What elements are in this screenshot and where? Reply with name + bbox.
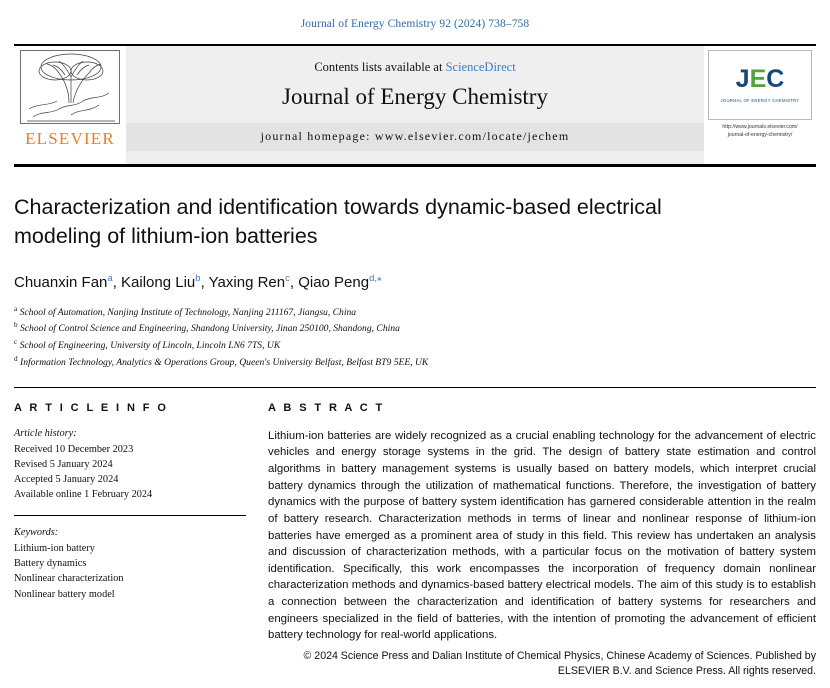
author-affil-mark: d,⁎	[369, 272, 382, 284]
author-name: Kailong Liu	[121, 273, 196, 291]
info-divider	[14, 515, 246, 516]
affiliation-text: School of Control Science and Engineering, Shandong University, Jinan 250100, Shandong, China	[20, 323, 400, 335]
author-affil-mark: c	[285, 272, 290, 284]
affiliation-text: School of Engineering, University of Lincoln, Lincoln LN6 7TS, UK	[19, 340, 281, 352]
elsevier-tree-icon	[20, 50, 120, 124]
journal-title: Journal of Energy Chemistry	[282, 83, 548, 109]
jec-url-line1: http://www.journals.elsevier.com/	[722, 124, 798, 130]
keyword-item: Battery dynamics	[14, 558, 87, 570]
contents-prefix: Contents lists available at	[314, 59, 446, 74]
elsevier-wordmark: ELSEVIER	[25, 129, 115, 148]
info-abstract-columns	[14, 402, 816, 680]
abstract-text: Lithium-ion batteries are widely recognized as a crucial enabling technology for the advancement of electric vehicles and energy storage systems in the grid. The design of battery state estimation and control algorithms in battery management systems is usually based on battery models, which interpret crucial battery dynamics through the utilization of mathematical functions. Therefore, the investigation of battery dynamics with the purpose of battery system identification has garnered considerable attention in the realm of battery research. Characterization methods in terms of linear and nonlinear response of lithium-ion batteries have emerged as a prominent area of study in this field. This review has undertaken an analysis and discussion of characterization methods, with a particular focus on the motivation of battery system identification. Specifically, this work encompasses the incorporation of frequency domain nonlinear characterization methods and dynamics-based battery electrical models. The aim of this study is to establish a connection between the characterization and identification of battery systems for researchers and engineers specialized in the field of batteries, with the intention of promoting the advancement of efficient battery technology for real-world applications.	[268, 429, 816, 642]
affiliation-mark: b	[14, 321, 18, 330]
jec-logo-subtitle: JOURNAL OF ENERGY CHEMISTRY	[720, 97, 800, 103]
abstract-column	[260, 402, 816, 680]
title-section	[14, 193, 816, 371]
affiliation-mark: d	[14, 354, 18, 363]
article-history-label: Article history:	[14, 427, 77, 439]
jec-logo-icon	[708, 50, 812, 120]
affiliation-text: Information Technology, Analytics & Operations Group, Queen's University Belfast, Belfast BT9 5EE, UK	[20, 357, 429, 369]
jec-wordmark: JEC	[735, 64, 785, 93]
affiliation-text: School of Automation, Nanjing Institute of Technology, Nanjing 211167, Jiangsu, China	[19, 306, 357, 318]
keyword-item: Nonlinear battery model	[14, 588, 115, 600]
author-name: Yaxing Ren	[208, 273, 286, 291]
author-name: Chuanxin Fan	[14, 273, 108, 291]
author-item[interactable]	[209, 274, 290, 291]
article-history-item: Revised 5 January 2024	[14, 458, 113, 470]
author-name: Qiao Peng	[298, 273, 370, 291]
page-title: Characterization and identification towards dynamic-based electrical modeling of lithium-ion batteries	[14, 195, 662, 248]
author-separator: ,	[200, 273, 209, 291]
affiliation-mark: a	[14, 304, 18, 313]
sciencedirect-link[interactable]: ScienceDirect	[445, 59, 516, 74]
article-history-item: Available online 1 February 2024	[14, 489, 153, 501]
author-list	[14, 273, 816, 291]
jec-url	[722, 124, 797, 139]
running-head: Journal of Energy Chemistry 92 (2024) 738–758	[300, 18, 530, 30]
affiliation-item	[14, 320, 816, 337]
journal-homepage[interactable]: journal homepage: www.elsevier.com/locate/jechem	[126, 123, 704, 151]
keyword-item: Nonlinear characterization	[14, 573, 124, 585]
article-history-item: Received 10 December 2023	[14, 443, 134, 455]
author-separator: ,	[112, 273, 122, 291]
affiliation-item	[14, 304, 816, 321]
jec-url-line2: journal-of-energy-chemistry/	[727, 131, 793, 138]
journal-masthead	[14, 44, 816, 167]
author-item[interactable]	[298, 274, 382, 291]
affiliation-list	[14, 304, 816, 371]
publisher-logo	[14, 46, 126, 164]
article-info-column	[14, 402, 260, 680]
keywords-label: Keywords:	[14, 526, 59, 538]
section-divider	[14, 387, 816, 388]
author-affil-mark: b	[195, 272, 201, 284]
author-item[interactable]	[14, 274, 113, 291]
affiliation-item	[14, 354, 816, 371]
author-separator: ,	[289, 273, 299, 291]
article-history-item: Accepted 5 January 2024	[14, 474, 119, 486]
copyright-text: © 2024 Science Press and Dalian Institute of Chemical Physics, Chinese Academy of Sciences. Published by ELSEVIER B.V. and Science Press. All rights reserved.	[303, 649, 816, 678]
contents-line	[314, 60, 515, 75]
journal-logo-block	[704, 46, 816, 164]
keyword-item: Lithium-ion battery	[14, 542, 95, 554]
affiliation-mark: c	[14, 338, 18, 347]
journal-center-block	[126, 46, 704, 164]
abstract-heading: A B S T R A C T	[268, 401, 385, 414]
author-affil-mark: a	[107, 272, 113, 284]
author-item[interactable]	[121, 274, 201, 291]
affiliation-item	[14, 337, 816, 354]
article-info-heading: A R T I C L E I N F O	[14, 401, 169, 414]
